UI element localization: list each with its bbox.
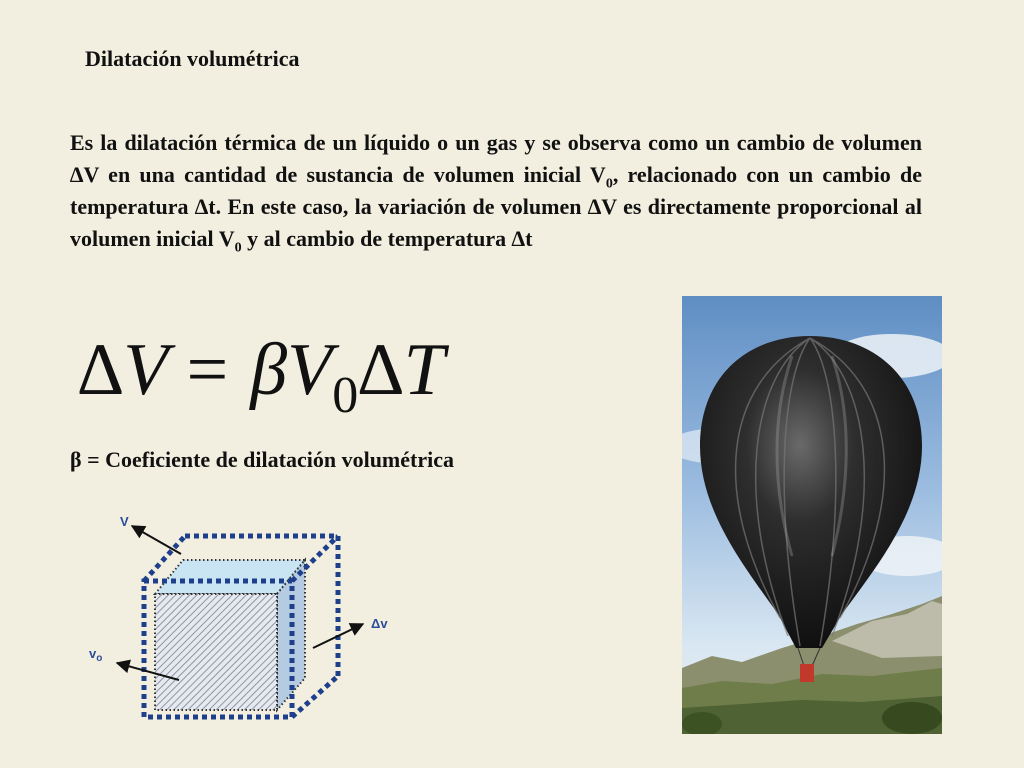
paragraph-text-2: , relacionado con un cambio de temperatura ∆t. En este caso, la variación de volumen ∆V es directamente proporcional al volumen inicial V — [70, 162, 922, 251]
formula-v0: V — [287, 329, 333, 411]
paragraph-text-1: Es la dilatación térmica de un líquido o un gas y se observa como un cambio de volumen ∆V en una cantidad de sustancia de volumen inicial V — [70, 130, 922, 187]
paragraph-text-3: y al cambio de temperatura ∆t — [241, 226, 533, 251]
beta-definition: β = Coeficiente de dilatación volumétrica — [70, 447, 454, 472]
paragraph-subscript-2: 0 — [234, 240, 242, 256]
balloon-basket — [800, 664, 814, 682]
formula-equals: = — [186, 329, 229, 411]
slide-title: Dilatación volumétrica — [85, 46, 300, 71]
formula-delta-t: ∆T — [358, 329, 445, 411]
formula-delta-v: ∆V — [78, 329, 169, 411]
label-delta-v: Δv — [371, 616, 388, 631]
description-paragraph — [70, 127, 922, 255]
formula-v0-subscript: 0 — [332, 367, 359, 424]
arrow-v — [132, 526, 181, 554]
balloon-photo — [682, 296, 942, 734]
paragraph-subscript-1: 0 — [605, 176, 613, 192]
formula-beta: β — [250, 329, 288, 411]
volumetric-expansion-formula — [78, 329, 445, 424]
label-v: V — [120, 514, 129, 529]
label-v0: $v_o$ — [89, 646, 103, 664]
cube-expansion-diagram — [85, 508, 405, 730]
